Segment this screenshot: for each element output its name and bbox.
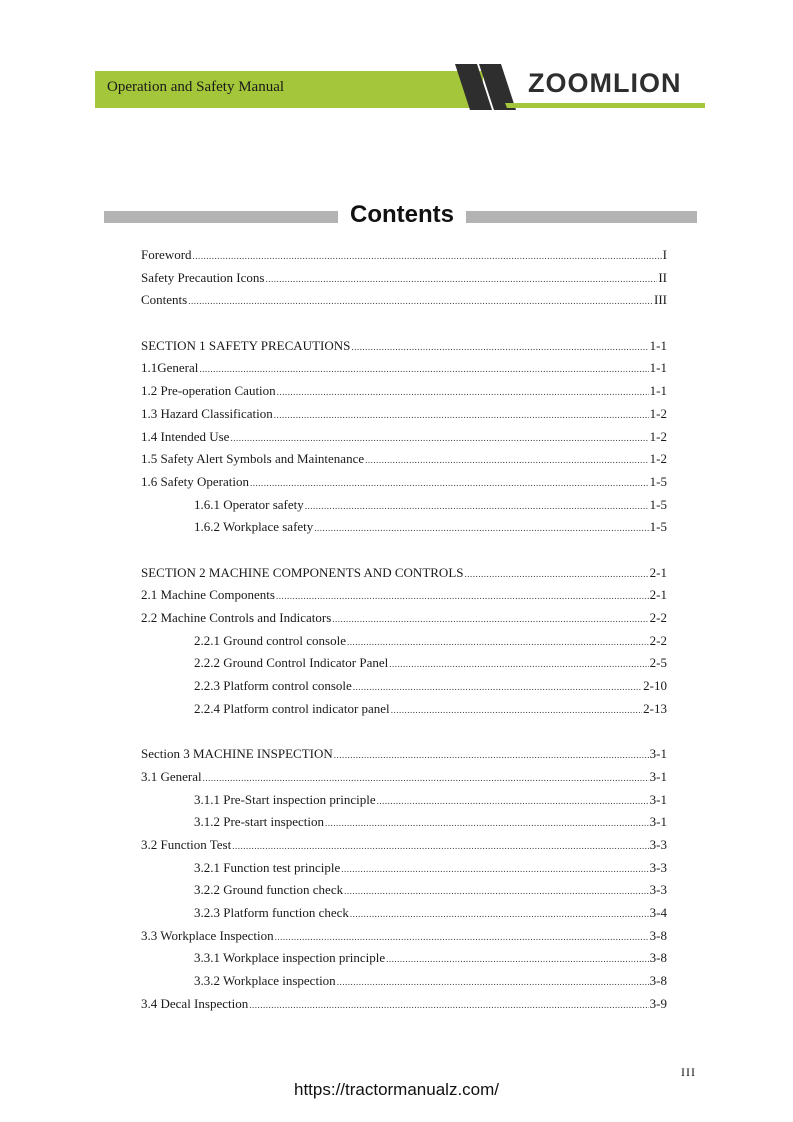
toc-entry-title: 2.2.3 Platform control console: [194, 678, 352, 694]
manual-title: Operation and Safety Manual: [107, 79, 285, 95]
dot-leader: [325, 812, 649, 835]
toc-section-heading[interactable]: [141, 562, 667, 585]
dot-leader: [332, 608, 648, 631]
dot-leader: [274, 404, 649, 427]
dot-leader: [277, 381, 649, 404]
toc-page-number: 1-1: [649, 383, 667, 399]
dot-leader: [347, 631, 649, 654]
dot-leader: [249, 994, 648, 1017]
toc-page-number: 3-8: [649, 950, 667, 966]
toc-entry-title: 3.2.1 Function test principle: [194, 859, 341, 875]
toc-entry[interactable]: [141, 380, 667, 403]
title-rule-right: [466, 211, 697, 223]
dot-leader: [276, 585, 649, 608]
source-url-link[interactable]: https://tractormanualz.com/: [293, 1080, 500, 1099]
toc-subentry[interactable]: [141, 675, 667, 698]
toc-entry-title: 2.2.4 Platform control indicator panel: [194, 700, 390, 716]
toc-page-number: 2-2: [649, 610, 667, 625]
toc-subentry[interactable]: [141, 516, 667, 539]
toc-page-number: 3-8: [649, 973, 667, 988]
toc-entry-title: Safety Precaution Icons: [141, 269, 265, 285]
toc-subentry[interactable]: [141, 947, 667, 970]
toc-page-number: 3-1: [649, 791, 667, 807]
toc-entry-title: SECTION 2 MACHINE COMPONENTS AND CONTROLS: [141, 564, 464, 580]
toc-entry[interactable]: [141, 426, 667, 449]
toc-page-number: 1-2: [649, 405, 667, 421]
dot-leader: [391, 699, 642, 722]
dot-leader: [350, 903, 649, 926]
toc-entry-title: Section 3 MACHINE INSPECTION: [141, 746, 333, 762]
toc-entry[interactable]: [141, 925, 667, 948]
toc-page-number: 2-2: [649, 632, 667, 648]
toc-entry-title: 2.1 Machine Components: [141, 587, 275, 603]
toc-page-number: 1-1: [649, 337, 667, 353]
toc-page-number: III: [654, 292, 667, 308]
toc-entry-title: 3.2 Function Test: [141, 836, 232, 852]
toc-entry-title: 2.2.2 Ground Control Indicator Panel: [194, 655, 389, 671]
toc-entry-title: 3.3.1 Workplace inspection principle: [194, 950, 386, 966]
toc-entry[interactable]: [141, 357, 667, 380]
toc-entry-title: 2.2.1 Ground control console: [194, 632, 347, 648]
toc-entry[interactable]: [141, 471, 667, 494]
toc-page-number: 2-1: [649, 587, 667, 603]
toc-page-number: II: [658, 269, 667, 285]
toc-entry-title: 1.3 Hazard Classification: [141, 405, 273, 421]
toc-entry-title: 3.4 Decal Inspection: [141, 995, 249, 1011]
toc-entry-title: 1.6 Safety Operation: [141, 473, 249, 489]
toc-entry[interactable]: [141, 766, 667, 789]
page-number: III: [681, 1065, 696, 1079]
toc-entry[interactable]: [141, 289, 667, 312]
brand-logo-text: ZOOMLION: [528, 68, 682, 98]
dot-leader: [353, 676, 642, 699]
toc-page-number: 3-9: [649, 995, 667, 1011]
toc-entry-title: Foreword: [141, 247, 192, 262]
toc-page-number: 3-3: [649, 836, 667, 852]
toc-entry[interactable]: [141, 403, 667, 426]
dot-leader: [305, 495, 649, 518]
dot-leader: [334, 744, 649, 767]
dot-leader: [389, 653, 648, 676]
toc-subentry[interactable]: [141, 857, 667, 880]
page-title: Contents: [350, 201, 454, 228]
toc-entry-title: 1.2 Pre-operation Caution: [141, 383, 276, 399]
toc-page-number: 3-8: [649, 927, 667, 943]
title-rule-left: [104, 211, 338, 223]
toc-subentry[interactable]: [141, 630, 667, 653]
toc-page-number: 3-4: [649, 904, 667, 920]
toc-page-number: 3-3: [649, 882, 667, 898]
toc-subentry[interactable]: [141, 698, 667, 721]
toc-entry-title: 1.5 Safety Alert Symbols and Maintenance: [141, 451, 365, 467]
toc-entry-title: 3.3.2 Workplace inspection: [194, 973, 336, 988]
toc-entry-title: Contents: [141, 292, 188, 308]
toc-page-number: 2-13: [643, 700, 667, 716]
toc-entry-title: 1.1General: [141, 360, 199, 376]
dot-leader: [377, 790, 649, 813]
dot-leader: [386, 948, 649, 971]
toc-entry-title: SECTION 1 SAFETY PRECAUTIONS: [141, 337, 351, 353]
toc-entry[interactable]: [141, 244, 667, 267]
toc-page-number: 2-1: [649, 564, 667, 580]
dot-leader: [314, 517, 648, 540]
dot-leader: [232, 835, 648, 858]
toc-subentry[interactable]: [141, 811, 667, 834]
toc-entry-title: 2.2 Machine Controls and Indicators: [141, 610, 332, 625]
toc-page-number: 1-2: [649, 451, 667, 467]
dot-leader: [465, 563, 649, 586]
dot-leader: [250, 472, 649, 495]
dot-leader: [199, 358, 648, 381]
toc-entry[interactable]: [141, 993, 667, 1016]
toc-page-number: 3-1: [649, 768, 667, 784]
toc-subentry[interactable]: [141, 789, 667, 812]
toc-page-number: 3-1: [649, 814, 667, 830]
table-of-contents: [141, 244, 667, 1015]
toc-page-number: I: [662, 247, 667, 262]
toc-page-number: 3-3: [649, 859, 667, 875]
toc-section-heading[interactable]: [141, 335, 667, 358]
dot-leader: [203, 767, 649, 790]
toc-page-number: 1-1: [649, 360, 667, 376]
toc-page-number: 1-5: [649, 496, 667, 512]
toc-page-number: 2-5: [649, 655, 667, 671]
toc-entry[interactable]: [141, 584, 667, 607]
toc-subentry[interactable]: [141, 902, 667, 925]
toc-page-number: 1-5: [649, 473, 667, 489]
dot-leader: [193, 245, 662, 268]
toc-page-number: 3-1: [649, 746, 667, 762]
dot-leader: [230, 427, 648, 450]
toc-subentry[interactable]: [141, 494, 667, 517]
toc-entry-title: 1.6.1 Operator safety: [194, 496, 304, 512]
toc-entry[interactable]: [141, 267, 667, 290]
toc-entry-title: 3.3 Workplace Inspection: [141, 927, 274, 943]
toc-entry-title: 3.1.1 Pre-Start inspection principle: [194, 791, 376, 807]
toc-entry-title: 1.4 Intended Use: [141, 428, 230, 444]
dot-leader: [344, 880, 649, 903]
dot-leader: [188, 290, 653, 313]
dot-leader: [275, 926, 649, 949]
toc-entry[interactable]: [141, 834, 667, 857]
dot-leader: [265, 268, 657, 291]
toc-entry-title: 3.1 General: [141, 768, 202, 784]
toc-page-number: 1-5: [649, 519, 667, 535]
toc-entry-title: 3.2.3 Platform function check: [194, 904, 349, 920]
toc-page-number: 2-10: [643, 678, 667, 694]
toc-section-heading[interactable]: [141, 743, 667, 766]
toc-entry[interactable]: [141, 607, 667, 630]
dot-leader: [337, 971, 649, 994]
toc-page-number: 1-2: [649, 428, 667, 444]
toc-subentry[interactable]: [141, 879, 667, 902]
toc-entry-title: 1.6.2 Workplace safety: [194, 519, 314, 535]
toc-entry-title: 3.1.2 Pre-start inspection: [194, 814, 324, 830]
toc-subentry[interactable]: [141, 970, 667, 993]
dot-leader: [341, 858, 648, 881]
toc-entry[interactable]: [141, 448, 667, 471]
toc-subentry[interactable]: [141, 652, 667, 675]
dot-leader: [365, 449, 649, 472]
toc-entry-title: 3.2.2 Ground function check: [194, 882, 344, 898]
dot-leader: [351, 336, 648, 359]
